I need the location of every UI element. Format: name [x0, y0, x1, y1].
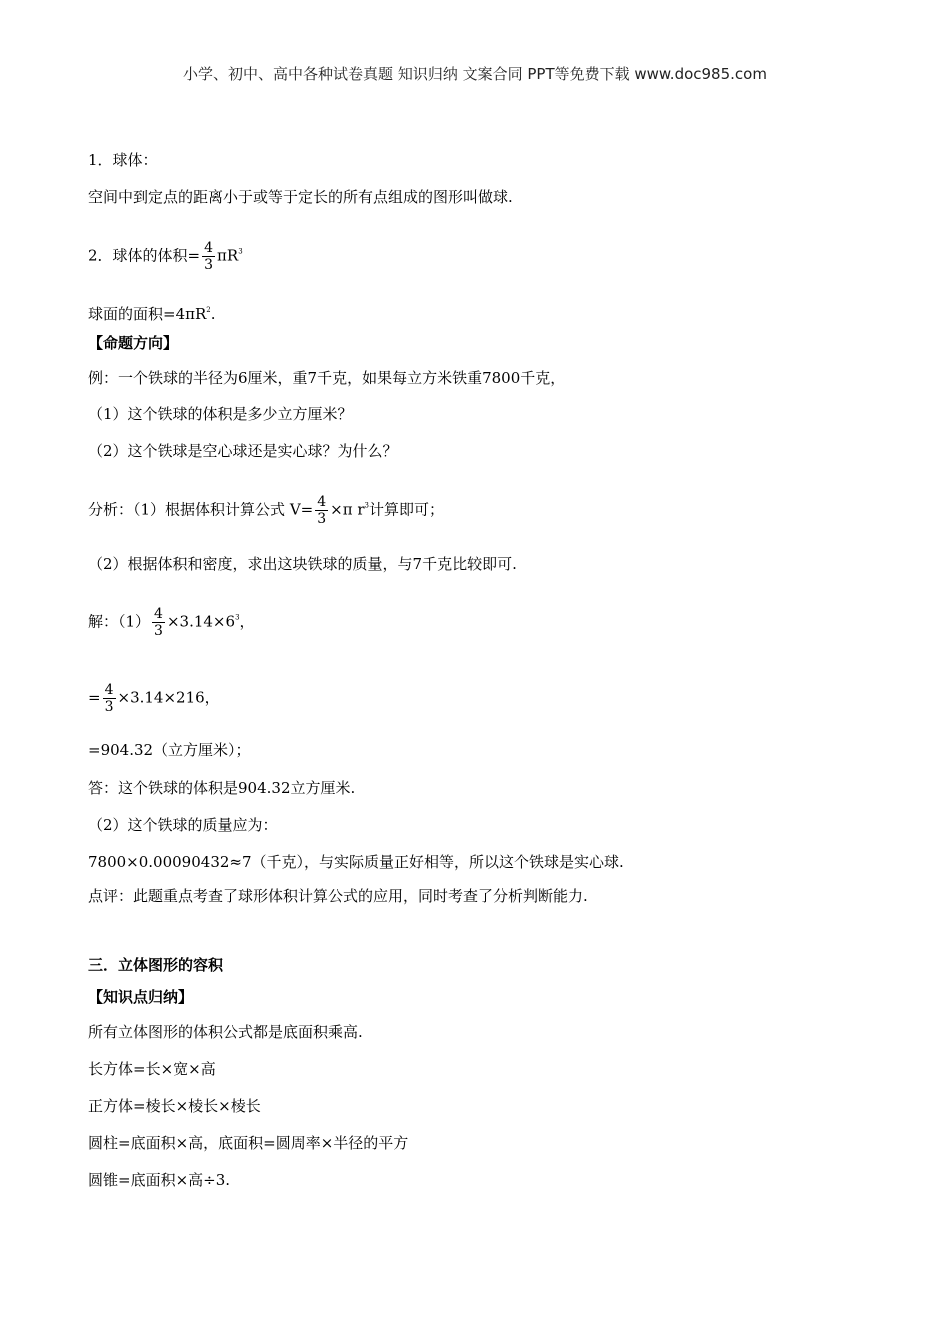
solution-q2: （2）这个铁球的质量应为： [88, 816, 278, 834]
sphere-definition: 空间中到定点的距离小于或等于定长的所有点组成的图形叫做球. [88, 188, 513, 206]
fraction: $\frac{4}{3}$ [317, 494, 327, 527]
volume-prefix: 2．球体的体积= [88, 246, 201, 265]
fraction: $\frac{4}{3}$ [204, 240, 214, 273]
analysis-line-1: 分析：（1）根据体积计算公式 V= $\frac{4}{3}$ ×π $r^3$计算即可； [88, 494, 444, 527]
knowledge-1: 所有立体图形的体积公式都是底面积乘高. [88, 1023, 363, 1041]
solution-line-3: =904.32（立方厘米）； [88, 741, 251, 759]
solution-line-1: 解：（1） $\frac{4}{3}$ $\times 3.14\times 6^3$， [88, 606, 255, 639]
knowledge-2: 长方体=长×宽×高 [88, 1060, 216, 1078]
section1-title: 1．球体： [88, 151, 158, 169]
solution-q2-calc: 7800×0.00090432≈7（千克），与实际质量正好相等，所以这个铁球是实心球. [88, 853, 624, 871]
question-2: （2）这个铁球是空心球还是实心球？为什么？ [88, 442, 398, 460]
sphere-area-formula: 球面的面积$=4\pi R^2$. [88, 305, 216, 323]
knowledge-3: 正方体=棱长×棱长×棱长 [88, 1097, 261, 1115]
section3-title: 三．立体图形的容积 [88, 956, 224, 974]
sphere-volume-formula [88, 240, 243, 273]
fraction: $\frac{4}{3}$ [104, 682, 114, 715]
direction-heading: 【命题方向】 [88, 334, 179, 352]
question-1: （1）这个铁球的体积是多少立方厘米？ [88, 405, 353, 423]
example-text: 例：一个铁球的半径为6厘米，重7千克，如果每立方米铁重7800千克， [88, 369, 566, 387]
knowledge-5: 圆锥=底面积×高÷3. [88, 1171, 231, 1189]
fraction: $\frac{4}{3}$ [154, 606, 163, 639]
page-header: 小学、初中、高中各种试卷真题 知识归纳 文案合同 PPT等免费下载 www.doc985.com [183, 65, 767, 83]
knowledge-heading: 【知识点归纳】 [88, 988, 194, 1006]
comment: 点评：此题重点考查了球形体积计算公式的应用，同时考查了分析判断能力. [88, 887, 588, 905]
answer-1: 答：这个铁球的体积是904.32立方厘米. [88, 779, 356, 797]
solution-line-2: = $\frac{4}{3}$ ×3.14×216， [88, 682, 220, 715]
exponent: 3 [238, 247, 243, 256]
volume-suffix: πR [217, 246, 239, 265]
knowledge-4: 圆柱=底面积×高，底面积=圆周率×半径的平方 [88, 1134, 409, 1152]
analysis-line-2: （2）根据体积和密度，求出这块铁球的质量，与7千克比较即可. [88, 555, 517, 573]
